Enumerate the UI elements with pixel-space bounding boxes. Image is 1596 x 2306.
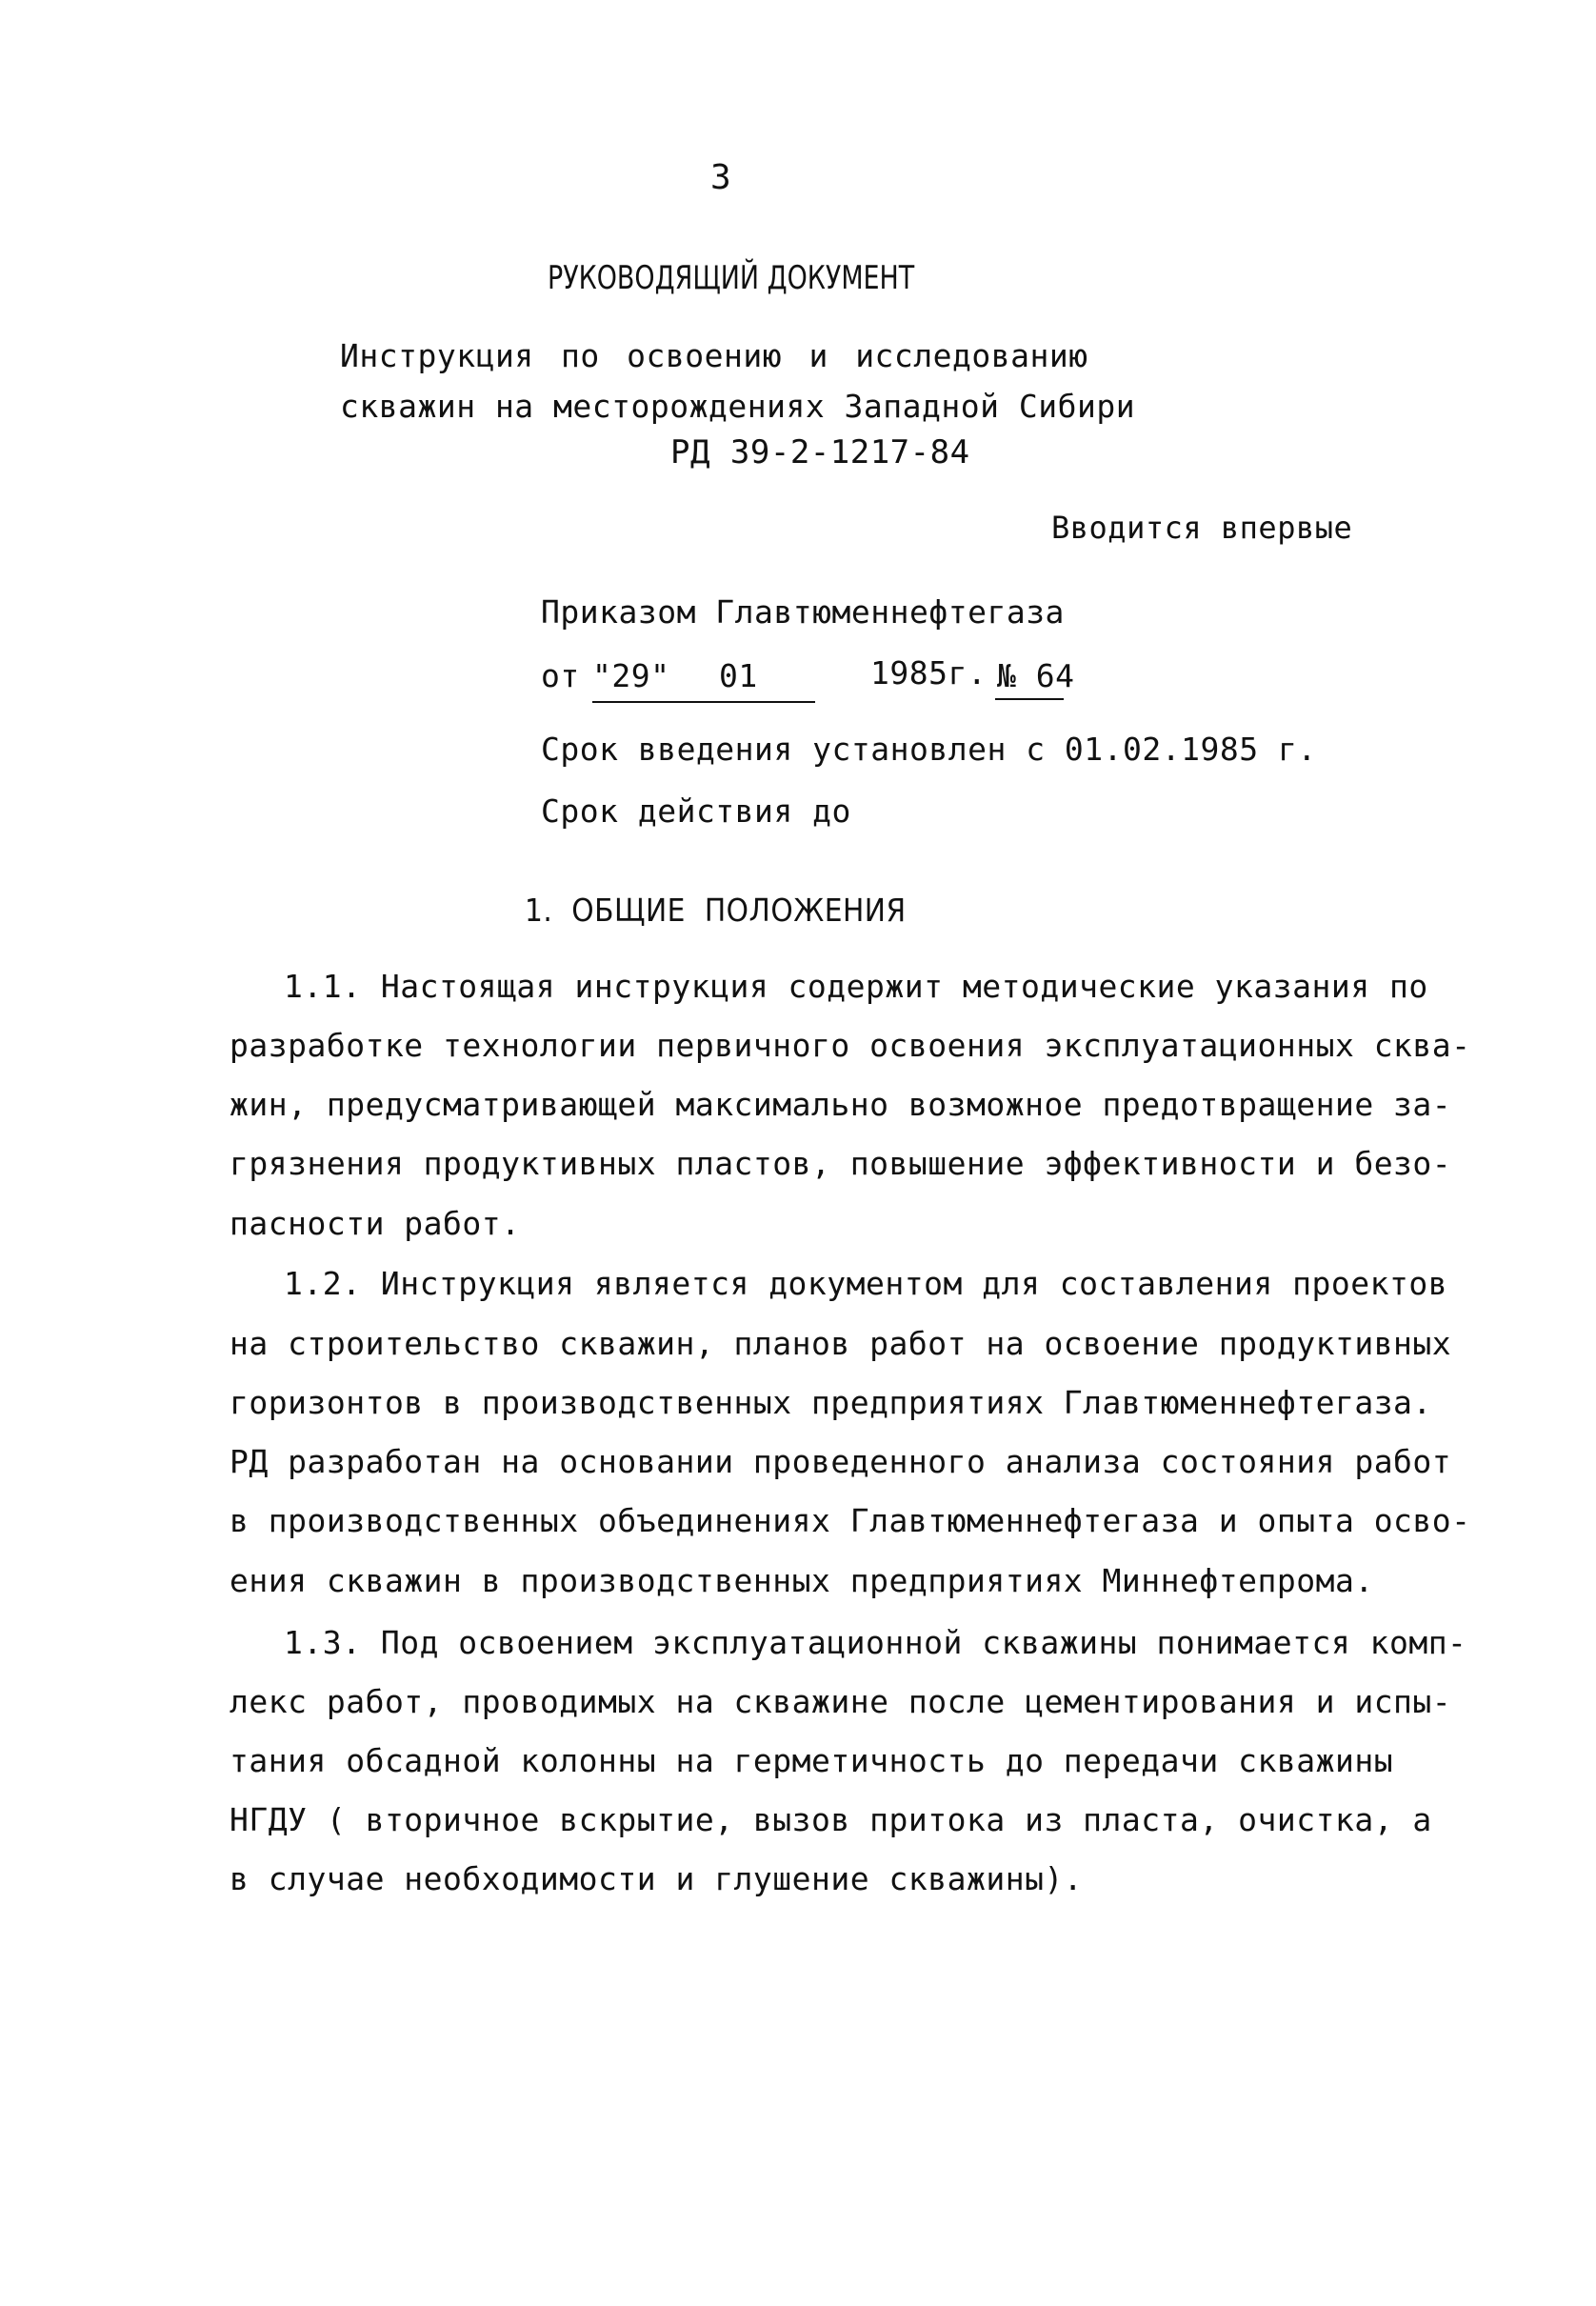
- paragraph-line: в случае необходимости и глушение скважины).: [229, 1860, 1084, 1897]
- document-type-heading: РУКОВОДЯЩИЙ ДОКУМЕНТ: [548, 259, 915, 297]
- paragraph-line: 1.2. Инструкция является документом для составления проектов: [284, 1265, 1448, 1302]
- paragraph-line: НГДУ ( вторичное вскрытие, вызов притока из пласта, очистка, а: [229, 1801, 1432, 1838]
- first-introduced-note: Вводится впервые: [1051, 510, 1353, 546]
- section-heading: 1. ОБЩИЕ ПОЛОЖЕНИЯ: [525, 892, 907, 929]
- paragraph-line: ения скважин в производственных предприятиях Миннефтепрома.: [229, 1562, 1374, 1599]
- document-code: РД 39-2-1217-84: [670, 433, 970, 471]
- order-month: 01: [719, 657, 758, 694]
- order-issuer: Приказом Главтюменнефтегаза: [541, 593, 1065, 631]
- paragraph-line: разработке технологии первичного освоения эксплуатационных сква-: [229, 1027, 1471, 1064]
- paragraph-line: 1.1. Настоящая инструкция содержит методические указания по: [284, 968, 1428, 1005]
- order-from-label: от: [541, 657, 580, 694]
- order-date-underline: [592, 701, 815, 703]
- paragraph-line: пасности работ.: [229, 1205, 521, 1242]
- paragraph-line: грязнения продуктивных пластов, повышение эффективности и безо-: [229, 1145, 1452, 1182]
- order-number-underline: [995, 698, 1064, 700]
- paragraph-line: РД разработан на основании проведенного анализа состояния работ: [229, 1443, 1452, 1480]
- paragraph-line: лекс работ, проводимых на скважине после цементирования и испы-: [229, 1683, 1452, 1720]
- effective-date: Срок введения установлен с 01.02.1985 г.: [541, 731, 1317, 768]
- document-title-line-1: Инструкция по освоению и исследованию: [340, 337, 1088, 374]
- validity-period: Срок действия до: [541, 792, 851, 830]
- order-year: 1985г.: [870, 654, 988, 692]
- paragraph-line: 1.3. Под освоением эксплуатационной скважины понимается комп-: [284, 1624, 1467, 1661]
- paragraph-line: на строительство скважин, планов работ на освоение продуктивных: [229, 1325, 1452, 1362]
- order-number: № 64: [997, 657, 1075, 694]
- paragraph-line: горизонтов в производственных предприятиях Главтюменнефтегаза.: [229, 1384, 1432, 1421]
- paragraph-line: жин, предусматривающей максимально возможное предотвращение за-: [229, 1086, 1452, 1123]
- paragraph-line: тания обсадной колонны на герметичность до передачи скважины: [229, 1742, 1394, 1779]
- paragraph-line: в производственных объединениях Главтюменнефтегаза и опыта осво-: [229, 1502, 1471, 1539]
- page-number: 3: [710, 158, 731, 197]
- document-title-line-2: скважин на месторождениях Западной Сибири: [340, 388, 1136, 425]
- order-day: "29": [592, 657, 670, 694]
